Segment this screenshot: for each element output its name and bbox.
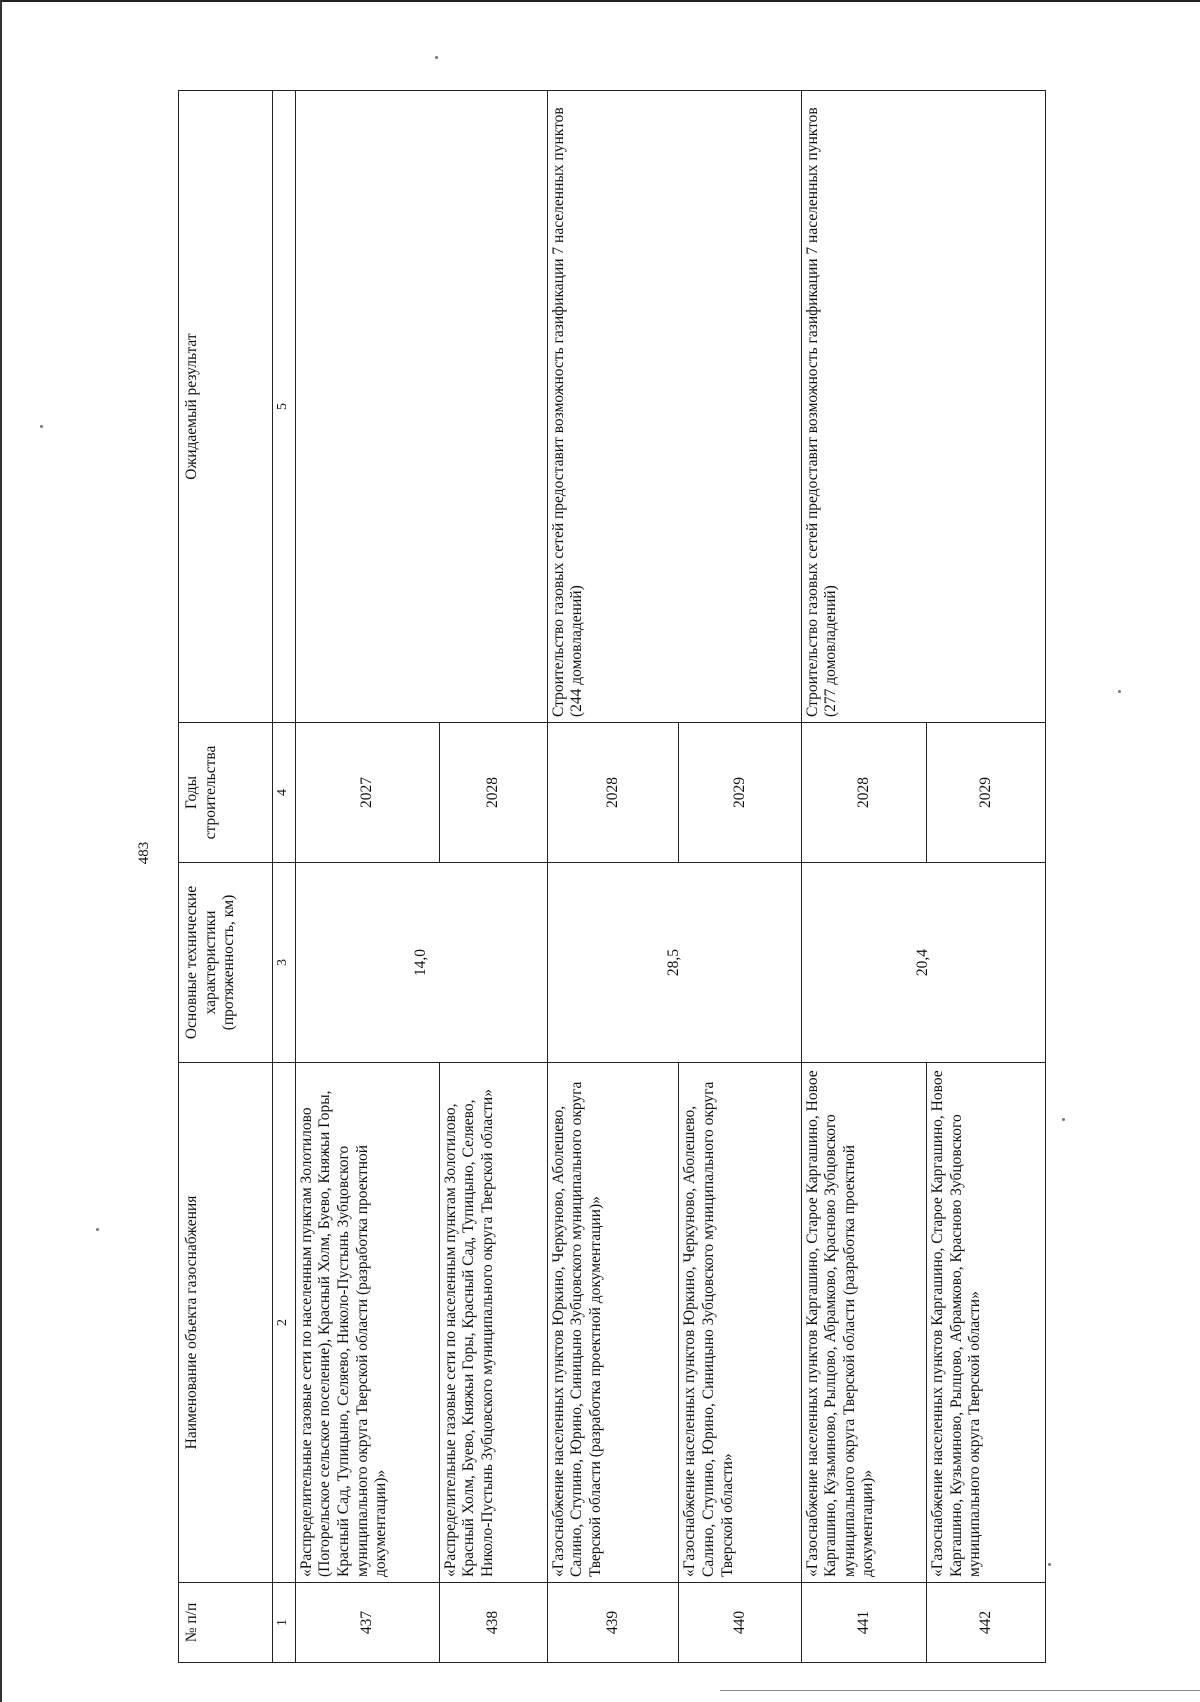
column-number: 1 [273, 1583, 296, 1663]
header-object-name: Наименование объекта газоснабжения [179, 1063, 273, 1583]
expected-result [295, 91, 547, 723]
row-number: 442 [927, 1583, 1046, 1663]
object-name: «Газоснабжение населенных пунктов Юркино, Черкуново, Аболешево, Салино, Ступино, Юрино, Синицыно Зубцовского муниципального округа Тверской области (разработка проектной документации)» [547, 1063, 679, 1583]
row-number: 440 [679, 1583, 801, 1663]
scan-speck [96, 1228, 99, 1231]
header-number: № п/п [179, 1583, 273, 1663]
column-number: 4 [273, 723, 296, 863]
expected-result: Строительство газовых сетей предоставит возможность газификации 7 населенных пунктов (244 домовладений) [547, 91, 801, 723]
header-years: Годы строительства [179, 723, 273, 863]
row-number: 441 [801, 1583, 926, 1663]
rotated-table-container [178, 91, 1046, 1663]
construction-year: 2028 [801, 723, 926, 863]
construction-year: 2029 [927, 723, 1046, 863]
table-header-row [179, 91, 273, 1663]
column-numbers-row [273, 91, 296, 1663]
object-name: «Газоснабжение населенных пунктов Каргашино, Старое Каргашино, Новое Каргашино, Кузьминово, Рылцово, Абрамково, Красново Зубцовского муниципального округа Тверской области (разработка проектной документации)» [801, 1063, 926, 1583]
scan-edge-left [0, 0, 2, 1702]
scan-speck [1062, 1118, 1065, 1121]
construction-year: 2028 [547, 723, 679, 863]
construction-year: 2027 [295, 723, 439, 863]
expected-result: Строительство газовых сетей предоставит возможность газификации 7 населенных пунктов (277 домовладений) [801, 91, 1045, 723]
table-row [547, 91, 679, 1663]
row-number: 439 [547, 1583, 679, 1663]
scan-edge-top [0, 0, 1200, 2]
table-row [801, 91, 926, 1663]
length-km: 20,4 [801, 863, 1045, 1063]
object-name: «Газоснабжение населенных пунктов Каргашино, Старое Каргашино, Новое Каргашино, Кузьминово, Рылцово, Абрамково, Красново Зубцовского муниципального округа Тверской области» [927, 1063, 1046, 1583]
object-name: «Газоснабжение населенных пунктов Юркино, Черкуново, Аболешево, Салино, Ступино, Юрино, Синицыно Зубцовского муниципального округа Тверской области» [679, 1063, 801, 1583]
scan-speck [1118, 690, 1121, 693]
object-name: «Распределительные газовые сети по населенным пунктам Золотилово, Красный Холм, Буево, Княжьи Горы, Красный Сад, Тупицыно, Селяево, Николо-Пустынь Зубцовского муниципального округа Тверской области» [439, 1063, 547, 1583]
column-number: 2 [273, 1063, 296, 1583]
scan-speck [1048, 1563, 1051, 1566]
row-number: 437 [295, 1583, 439, 1663]
header-characteristics: Основные технические характеристики (протяженность, км) [179, 863, 273, 1063]
length-km: 28,5 [547, 863, 801, 1063]
column-number: 3 [273, 863, 296, 1063]
row-number: 438 [439, 1583, 547, 1663]
scan-edge-bottom [720, 1690, 1200, 1691]
length-km: 14,0 [295, 863, 547, 1063]
header-expected-result: Ожидаемый результат [179, 91, 273, 723]
gas-objects-table [178, 90, 1046, 1663]
scan-speck [435, 56, 438, 59]
object-name: «Распределительные газовые сети по населенным пунктам Золотилово (Погорельское сельское поселение), Красный Холм, Буево, Княжьи Горы, Красный Сад, Тупицыно, Селяево, Николо-Пустынь Зубцовского муниципального округа Тверской области (разработка проектной документации)» [295, 1063, 439, 1583]
construction-year: 2029 [679, 723, 801, 863]
column-number: 5 [273, 91, 296, 723]
table-row [295, 91, 439, 1663]
construction-year: 2028 [439, 723, 547, 863]
page-number: 483 [136, 841, 152, 865]
scan-speck [40, 425, 43, 428]
